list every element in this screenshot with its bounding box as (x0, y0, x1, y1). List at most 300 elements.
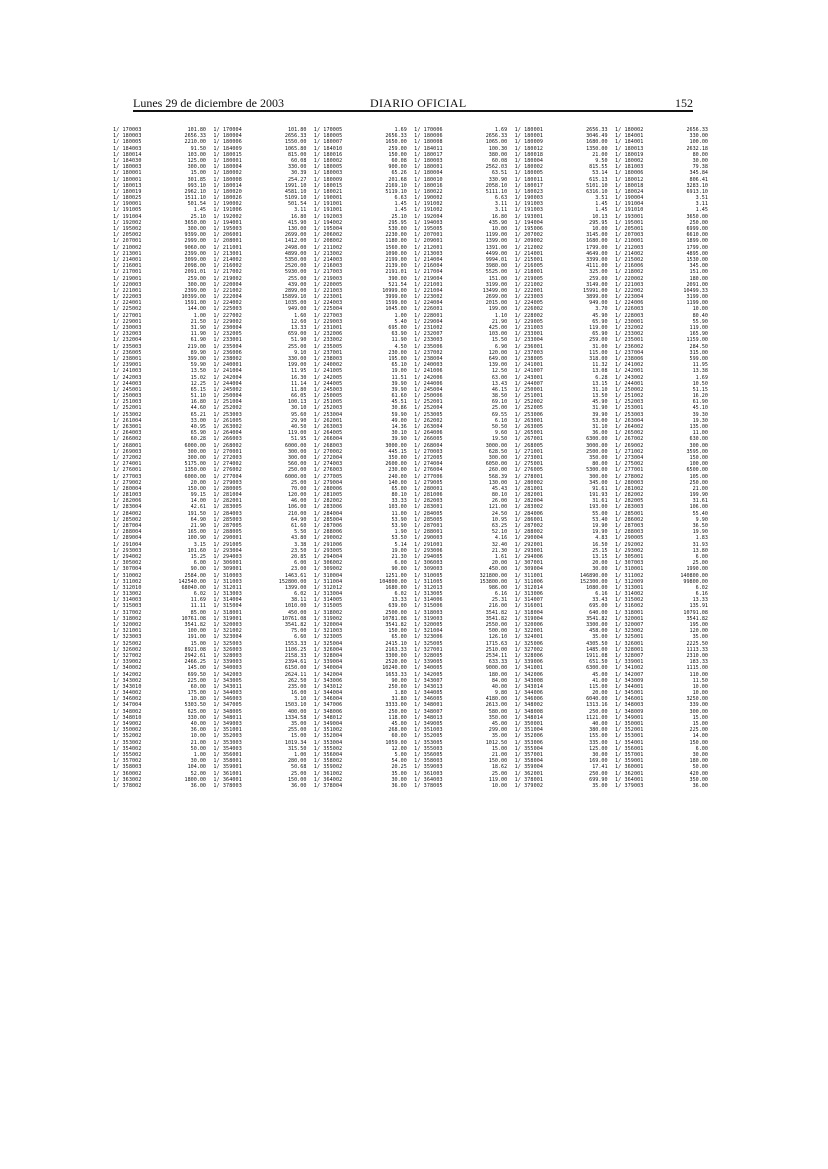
item-amount: 15.00 (491, 745, 508, 752)
item-code: 1/ 283003 (614, 504, 644, 511)
item-code: 1/ 263004 (614, 417, 644, 424)
item-amount: 6150.00 (284, 665, 307, 672)
item-code: 1/ 215002 (614, 256, 644, 263)
item-code: 1/ 328004 (313, 652, 343, 659)
item-amount: 40.00 (190, 721, 206, 727)
item-amount: 64.90 (190, 516, 206, 523)
table-row (615, 783, 708, 789)
item-amount: 45.90 (592, 312, 608, 319)
item-code: 1/ 356005 (414, 751, 443, 758)
item-amount: 65.90 (592, 318, 608, 325)
item-code: 1/ 195006 (514, 226, 544, 232)
item-code: 1/ 344002 (113, 690, 142, 697)
item-code: 1/ 358003 (414, 758, 443, 765)
item-amount: 52.00 (190, 770, 206, 777)
item-code: 1/ 347004 (113, 702, 142, 709)
item-code: 1/ 213003 (414, 250, 443, 257)
item-amount: 2091.01 (184, 269, 206, 276)
item-amount: 51.95 (291, 436, 307, 443)
item-amount: 501.54 (187, 201, 206, 208)
item-code: 1/ 230004 (213, 325, 242, 331)
item-amount: 201.68 (388, 176, 407, 183)
item-amount: 55.40 (692, 510, 708, 517)
item-amount: 10781.08 (382, 615, 407, 622)
item-amount: 230.00 (388, 467, 407, 474)
item-amount: 1399.00 (485, 238, 508, 245)
item-code: 1/ 342007 (614, 671, 644, 678)
item-code: 1/ 349002 (113, 721, 142, 727)
item-amount: 580.00 (488, 708, 508, 715)
item-amount: 60.00 (391, 733, 407, 740)
item-code: 1/ 319003 (414, 615, 443, 622)
item-amount: 50.00 (190, 745, 206, 752)
item-code: 1/ 224003 (313, 300, 343, 307)
item-code: 1/ 348005 (213, 708, 242, 715)
item-code: 1/ 326002 (113, 646, 142, 653)
item-code: 1/ 238004 (414, 355, 443, 362)
item-amount: 9.80 (494, 690, 508, 697)
item-code: 1/ 359001 (213, 764, 242, 771)
item-amount: 59.90 (190, 362, 206, 369)
item-code: 1/ 314003 (113, 597, 142, 604)
item-code: 1/ 276005 (514, 467, 544, 474)
item-amount: 115.00 (589, 683, 608, 690)
item-amount: 11.11 (190, 603, 206, 610)
item-code: 1/ 328006 (514, 652, 544, 659)
item-amount: 35.00 (391, 770, 407, 777)
item-code: 1/ 282005 (614, 498, 644, 505)
item-code: 1/ 207002 (514, 232, 544, 239)
item-amount: 3250.00 (686, 696, 708, 703)
item-code: 1/ 318001 (213, 609, 242, 616)
item-amount: 250.00 (589, 770, 608, 777)
item-code: 1/ 364001 (213, 776, 242, 783)
item-code: 1/ 225002 (113, 306, 142, 313)
item-code: 1/ 236001 (514, 343, 544, 350)
item-amount: 806.41 (689, 176, 708, 183)
item-code: 1/ 214001 (514, 250, 544, 257)
item-code: 1/ 227003 (313, 312, 343, 319)
item-code: 1/ 310005 (414, 572, 443, 579)
item-code: 1/ 251004 (213, 399, 242, 406)
item-amount: 24.50 (491, 510, 508, 517)
item-amount: 300.00 (187, 226, 206, 232)
item-code: 1/ 352005 (414, 733, 443, 740)
item-amount: 649.00 (488, 355, 508, 362)
item-code: 1/ 282002 (614, 492, 644, 499)
item-amount: 90.00 (391, 677, 407, 684)
item-amount: 345.84 (689, 170, 708, 177)
item-code: 1/ 180001 (514, 127, 544, 133)
item-amount: 12.50 (491, 368, 508, 375)
item-code: 1/ 280005 (213, 485, 242, 492)
item-amount: 3.11 (294, 207, 307, 214)
item-amount: 110.00 (689, 671, 708, 678)
item-amount: 65.15 (190, 386, 206, 393)
item-amount: 3.11 (695, 201, 708, 208)
item-amount: 19.90 (592, 523, 608, 529)
item-amount: 59.90 (391, 411, 407, 418)
item-code: 1/ 191010 (614, 207, 644, 214)
item-code: 1/ 293005 (313, 547, 343, 554)
item-amount: 500.00 (488, 628, 508, 635)
item-amount: 50.68 (291, 764, 307, 771)
table-row (515, 783, 608, 789)
item-code: 1/ 235004 (213, 343, 242, 350)
item-code: 1/ 180010 (414, 176, 443, 183)
item-amount: 1.61 (494, 553, 508, 560)
item-amount: 420.00 (689, 770, 708, 777)
item-amount: 1.90 (394, 529, 407, 536)
item-code: 1/ 346005 (414, 696, 443, 703)
item-amount: 80.40 (692, 312, 708, 319)
item-code: 1/ 213002 (313, 250, 343, 257)
item-code: 1/ 276002 (213, 467, 242, 474)
item-amount: 175.00 (187, 690, 206, 697)
item-amount: 119.00 (689, 325, 708, 331)
item-code: 1/ 265002 (614, 430, 644, 437)
item-code: 1/ 215001 (514, 256, 544, 263)
item-amount: 90.00 (391, 566, 407, 573)
item-code: 1/ 340003 (213, 665, 242, 672)
item-code: 1/ 233002 (313, 337, 343, 344)
item-code: 1/ 339005 (414, 659, 443, 666)
item-code: 1/ 291004 (113, 541, 142, 548)
item-code: 1/ 274004 (414, 461, 443, 468)
item-code: 1/ 266005 (414, 436, 443, 443)
item-amount: 380.00 (488, 151, 508, 158)
item-amount: 2058.10 (485, 182, 508, 189)
item-code: 1/ 216005 (514, 263, 544, 270)
item-amount: 100.13 (287, 399, 307, 406)
item-amount: 1080.00 (586, 584, 608, 591)
item-amount: 25.00 (692, 560, 708, 567)
item-amount: 2158.33 (284, 652, 307, 659)
item-amount: 8921.08 (184, 646, 206, 653)
item-amount: 3650.00 (184, 219, 206, 226)
item-code: 1/ 219005 (514, 275, 544, 282)
item-code: 1/ 320005 (414, 622, 443, 628)
item-code: 1/ 191003 (514, 207, 544, 214)
item-amount: 6.16 (695, 591, 708, 598)
item-code: 1/ 221001 (113, 287, 142, 294)
item-code: 1/ 328005 (414, 652, 443, 659)
item-code: 1/ 245002 (213, 386, 242, 393)
item-code: 1/ 180011 (514, 176, 544, 183)
item-amount: 2498.00 (284, 244, 307, 251)
item-code: 1/ 355003 (414, 745, 443, 752)
item-code: 1/ 224002 (213, 300, 242, 307)
item-amount: 6.00 (294, 560, 307, 567)
item-amount: 2656.33 (686, 127, 708, 133)
item-amount: 15991.00 (583, 287, 608, 294)
item-code: 1/ 170006 (414, 127, 443, 133)
item-code: 1/ 281004 (213, 492, 242, 499)
item-amount: 35.00 (692, 634, 708, 641)
item-amount: 3541.82 (485, 609, 508, 616)
item-code: 1/ 311005 (414, 578, 443, 585)
item-code: 1/ 233001 (514, 331, 544, 338)
item-code: 1/ 359003 (414, 764, 443, 771)
item-code: 1/ 361003 (414, 770, 443, 777)
item-code: 1/ 343010 (113, 683, 142, 690)
item-code: 1/ 237003 (514, 349, 544, 356)
item-amount: 1035.00 (284, 300, 307, 307)
item-code: 1/ 325002 (113, 640, 142, 647)
item-amount: 2500.00 (385, 609, 407, 616)
item-amount: 95.60 (291, 411, 307, 418)
item-code: 1/ 269003 (113, 448, 142, 455)
item-amount: 66.05 (291, 393, 307, 400)
item-code: 1/ 253004 (313, 411, 343, 418)
item-amount: 2624.11 (284, 671, 307, 678)
item-code: 1/ 340004 (313, 665, 343, 672)
item-amount: 21.00 (692, 485, 708, 492)
item-amount: 150.00 (388, 628, 407, 635)
item-amount: 45.43 (491, 485, 508, 492)
item-amount: 6.00 (193, 560, 206, 567)
item-code: 1/ 271001 (514, 448, 544, 455)
item-code: 1/ 190001 (313, 195, 343, 202)
item-code: 1/ 180003 (313, 170, 343, 177)
item-amount: 301.85 (187, 176, 206, 183)
item-code: 1/ 221001 (414, 281, 443, 288)
item-code: 1/ 216006 (614, 263, 644, 270)
item-code: 1/ 180007 (313, 139, 343, 146)
item-amount: 41.00 (592, 677, 608, 684)
item-code: 1/ 211001 (213, 244, 242, 251)
item-code: 1/ 242001 (614, 368, 644, 375)
item-amount: 5.50 (294, 529, 307, 536)
item-code: 1/ 287005 (213, 523, 242, 529)
item-amount: 99.15 (190, 492, 206, 499)
item-amount: 100.00 (689, 139, 708, 146)
item-amount: 1.45 (394, 201, 407, 208)
item-code: 1/ 267001 (514, 436, 544, 443)
item-amount: 3.15 (193, 541, 206, 548)
item-code: 1/ 244005 (313, 380, 343, 387)
table-row (414, 783, 507, 789)
item-amount: 13.50 (190, 368, 206, 375)
item-amount: 4499.00 (485, 250, 508, 257)
item-amount: 3199.00 (485, 281, 508, 288)
item-code: 1/ 312014 (514, 584, 544, 591)
item-code: 1/ 184011 (414, 145, 443, 152)
item-code: 1/ 210002 (113, 244, 142, 251)
item-amount: 949.00 (589, 300, 608, 307)
item-code: 1/ 285001 (614, 510, 644, 517)
item-code: 1/ 253001 (614, 405, 644, 412)
item-code: 1/ 307004 (113, 566, 142, 573)
item-code: 1/ 270002 (313, 448, 343, 455)
item-code: 1/ 277003 (113, 473, 142, 480)
item-code: 1/ 306003 (414, 560, 443, 567)
item-amount: 104800.00 (379, 578, 407, 585)
item-code: 1/ 252003 (614, 399, 644, 406)
item-amount: 2210.00 (184, 139, 206, 146)
item-amount: 65.26 (391, 170, 407, 177)
item-code: 1/ 192002 (113, 219, 142, 226)
item-amount: 61.60 (391, 393, 407, 400)
item-amount: 4649.00 (586, 250, 608, 257)
item-amount: 152800.00 (278, 578, 307, 585)
item-amount: 80.10 (391, 492, 407, 499)
item-code: 1/ 190004 (614, 195, 644, 202)
item-amount: 1399.00 (284, 584, 307, 591)
item-code: 1/ 253005 (414, 411, 443, 418)
item-amount: 6.16 (595, 591, 608, 598)
item-code: 1/ 240001 (213, 362, 242, 369)
item-code: 1/ 277005 (313, 473, 343, 480)
item-code: 1/ 191002 (414, 207, 443, 214)
item-code: 1/ 194002 (313, 219, 343, 226)
item-code: 1/ 226002 (514, 306, 544, 313)
item-amount: 191.00 (187, 634, 206, 641)
item-code: 1/ 318002 (313, 609, 343, 616)
item-amount: 36.00 (190, 782, 206, 789)
item-code: 1/ 180003 (113, 133, 142, 140)
item-amount: 20.85 (291, 553, 307, 560)
item-code: 1/ 180002 (213, 170, 242, 177)
item-amount: 2999.00 (184, 238, 206, 245)
item-code: 1/ 306001 (213, 560, 242, 567)
item-amount: 1.69 (494, 127, 508, 133)
item-amount: 9399.00 (184, 232, 206, 239)
item-amount: 1799.00 (686, 244, 708, 251)
item-code: 1/ 253003 (614, 411, 644, 418)
item-amount: 45.90 (592, 399, 608, 406)
item-amount: 101.60 (187, 547, 206, 554)
item-amount: 2600.00 (385, 461, 407, 468)
item-code: 1/ 293006 (414, 547, 443, 554)
item-amount: 51.15 (692, 386, 708, 393)
item-code: 1/ 180005 (113, 139, 142, 146)
item-code: 1/ 192002 (213, 213, 242, 220)
item-amount: 3145.00 (586, 232, 608, 239)
table-row (113, 783, 206, 789)
item-amount: 150.00 (488, 758, 508, 765)
item-code: 1/ 216001 (113, 263, 142, 270)
item-code: 1/ 232007 (414, 331, 443, 338)
item-code: 1/ 355002 (313, 745, 343, 752)
item-amount: 15.50 (491, 337, 508, 344)
item-code: 1/ 361002 (313, 770, 343, 777)
item-code: 1/ 310001 (614, 566, 644, 573)
item-code: 1/ 343011 (213, 683, 242, 690)
item-code: 1/ 180021 (313, 188, 343, 195)
item-code: 1/ 279005 (414, 479, 443, 486)
item-amount: 19.30 (692, 417, 708, 424)
item-amount: 2091.00 (686, 281, 708, 288)
item-code: 1/ 314004 (213, 597, 242, 604)
item-amount: 145.00 (187, 665, 206, 672)
item-amount: 1591.00 (184, 300, 206, 307)
item-amount: 11.50 (692, 677, 708, 684)
item-code: 1/ 354001 (614, 739, 644, 746)
item-code: 1/ 341002 (614, 665, 644, 672)
item-amount: 45.51 (391, 399, 407, 406)
item-amount: 29.90 (291, 417, 307, 424)
item-code: 1/ 264004 (213, 430, 242, 437)
item-amount: 1463.61 (284, 572, 307, 579)
item-amount: 1019.34 (284, 739, 307, 746)
item-code: 1/ 348008 (514, 708, 544, 715)
item-code: 1/ 281005 (313, 492, 343, 499)
item-code: 1/ 309004 (514, 566, 544, 573)
item-code: 1/ 356001 (614, 745, 644, 752)
item-amount: 1313.16 (586, 702, 608, 709)
item-amount: 300.00 (689, 442, 708, 449)
item-amount: 10399.00 (181, 294, 206, 301)
item-amount: 259.00 (589, 275, 608, 282)
item-code: 1/ 184001 (614, 139, 644, 146)
item-amount: 30.10 (391, 430, 407, 437)
item-code: 1/ 180014 (213, 182, 242, 189)
item-code: 1/ 318003 (414, 609, 443, 616)
item-amount: 625.00 (187, 708, 206, 715)
item-amount: 1059.00 (385, 739, 407, 746)
item-amount: 6.00 (695, 745, 708, 752)
item-code: 1/ 180005 (313, 133, 343, 140)
item-amount: 10761.08 (181, 615, 206, 622)
item-code: 1/ 292002 (614, 541, 644, 548)
item-code: 1/ 339006 (514, 659, 544, 666)
item-amount: 139.00 (488, 362, 508, 369)
item-code: 1/ 359002 (313, 764, 343, 771)
item-amount: 425.00 (488, 325, 508, 331)
item-code: 1/ 190002 (213, 201, 242, 208)
item-code: 1/ 349004 (313, 721, 343, 727)
item-amount: 85.00 (190, 609, 206, 616)
item-code: 1/ 180017 (514, 182, 544, 189)
item-code: 1/ 227001 (113, 312, 142, 319)
item-code: 1/ 358001 (213, 758, 242, 765)
item-amount: 11.69 (190, 597, 206, 604)
item-amount: 225.00 (187, 677, 206, 684)
item-code: 1/ 291006 (313, 541, 343, 548)
item-code: 1/ 283001 (414, 504, 443, 511)
item-code: 1/ 353005 (414, 739, 443, 746)
item-amount: 10.13 (592, 213, 608, 220)
item-amount: 295.95 (388, 219, 407, 226)
item-amount: 40.00 (491, 683, 508, 690)
item-amount: 100.00 (689, 461, 708, 468)
item-amount: 815.55 (589, 164, 608, 171)
item-code: 1/ 241002 (614, 362, 644, 369)
item-code: 1/ 328007 (614, 652, 644, 659)
item-amount: 2656.33 (284, 133, 307, 140)
item-amount: 15899.10 (281, 294, 307, 301)
item-code: 1/ 195005 (414, 226, 443, 232)
item-code: 1/ 180017 (414, 151, 443, 158)
item-code: 1/ 287001 (414, 523, 443, 529)
item-amount: 1121.00 (586, 714, 608, 721)
item-amount: 21.90 (190, 523, 206, 529)
item-amount: 5111.10 (485, 188, 508, 195)
item-code: 1/ 242003 (113, 374, 142, 381)
item-amount: 4.16 (494, 535, 508, 542)
item-code: 1/ 212002 (514, 244, 544, 251)
item-code: 1/ 232004 (113, 337, 142, 344)
item-code: 1/ 348012 (313, 714, 343, 721)
item-amount: 13.33 (291, 325, 307, 331)
item-amount: 21.00 (190, 739, 206, 746)
item-code: 1/ 251001 (514, 393, 544, 400)
item-amount: 4.83 (595, 535, 608, 542)
item-code: 1/ 275002 (614, 461, 644, 468)
item-amount: 6500.00 (686, 467, 708, 474)
item-code: 1/ 286002 (614, 516, 644, 523)
